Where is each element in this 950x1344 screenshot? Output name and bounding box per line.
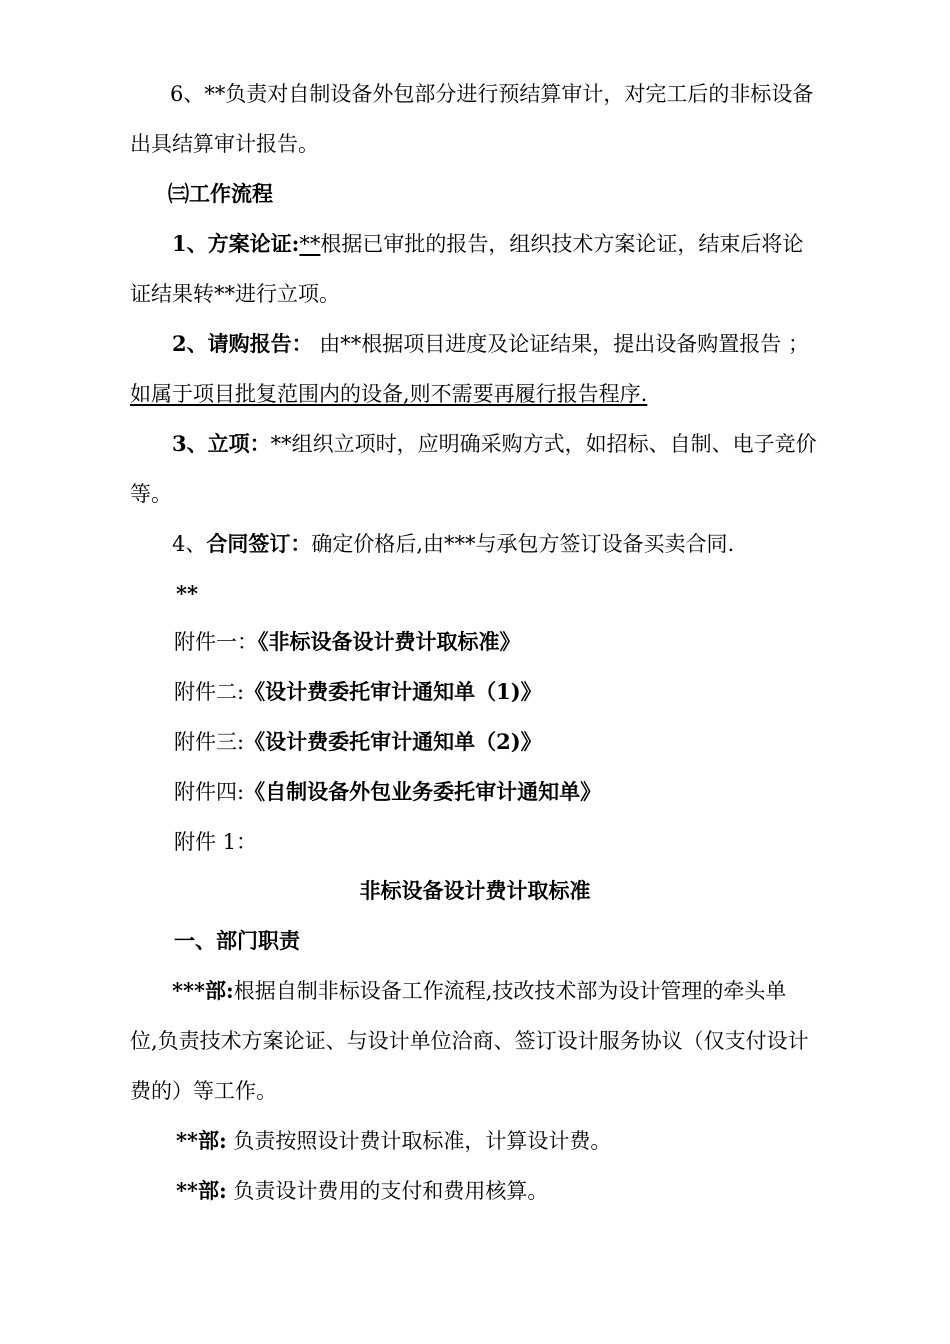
dept-3-line: [176, 1177, 548, 1205]
dept-2-label: **部:: [176, 1128, 227, 1153]
dept-1-line-2: 位,负责技术方案论证、与设计单位洽商、签订设计服务协议（仅支付设计: [130, 1029, 809, 1053]
dept-1-line-1: [172, 977, 786, 1005]
step-3-text: **组织立项时，应明确采购方式，如招标、自制、电子竞价: [270, 432, 817, 456]
signature-marker: **: [176, 581, 198, 606]
attachment-item-1: [174, 628, 521, 656]
attachment-title: 《自制设备外包业务委托审计通知单》: [244, 779, 602, 804]
dept-1-line-3: 费的）等工作。: [130, 1079, 277, 1103]
attachment-item-2: [174, 678, 542, 706]
step-1-label: 1、方案论证:: [172, 231, 300, 256]
paragraph-6-line-1: 6、**负责对自制设备外包部分进行预结算审计，对完工后的非标设备: [170, 82, 814, 106]
attachment-1-title: 非标设备设计费计取标准: [359, 878, 591, 903]
attachment-item-4: [174, 778, 601, 806]
step-2-label: 2、请购报告：: [172, 331, 313, 356]
step-3-line-1: [172, 430, 817, 458]
step-2-text: 由**根据项目进度及论证结果，提出设备购置报告 ；: [312, 332, 809, 356]
attachment-1-label: 附件 1：: [174, 830, 258, 854]
step-4-text: 确定价格后,由***与承包方签订设备买卖合同.: [311, 532, 735, 556]
step-1-line-2: 证结果转**进行立项。: [130, 282, 340, 306]
dept-1-label: ***部:: [172, 978, 234, 1003]
attachment-prefix: 附件四:: [174, 780, 245, 804]
step-1-marker: **: [299, 232, 321, 256]
step-4-prefix: 4、: [172, 532, 207, 556]
dept-3-text: 负责设计费用的支付和费用核算。: [226, 1179, 549, 1203]
step-1-text: 根据已审批的报告，组织技术方案论证，结束后将论: [320, 232, 804, 256]
step-2-line-1: [172, 330, 809, 358]
section-3-heading: ㈢工作流程: [168, 181, 273, 206]
attachment-prefix: 附件三:: [174, 730, 245, 754]
step-1-line-1: [172, 230, 803, 258]
attachment-title: 《设计费委托审计通知单（1)》: [244, 679, 542, 704]
step-4-label: 合同签订：: [206, 531, 312, 556]
attachment-prefix: 附件一：: [174, 630, 258, 654]
attachment-item-3: [174, 728, 542, 756]
step-4-line-1: [172, 530, 734, 558]
attachment-title: 《非标设备设计费计取标准》: [258, 629, 521, 654]
step-3-label: 3、立项：: [172, 431, 271, 456]
dept-2-line: [176, 1127, 611, 1155]
dept-1-text: 根据自制非标设备工作流程,技改技术部为设计管理的牵头单: [233, 979, 787, 1003]
step-3-line-2: 等。: [130, 482, 172, 506]
step-2-line-2: 如属于项目批复范围内的设备,则不需要再履行报告程序.: [130, 382, 648, 406]
attachment-prefix: 附件二:: [174, 680, 245, 704]
paragraph-6-line-2: 出具结算审计报告。: [130, 132, 319, 156]
attachment-title: 《设计费委托审计通知单（2)》: [244, 729, 542, 754]
dept-3-label: **部:: [176, 1178, 227, 1203]
section-1-heading: 一、部门职责: [174, 928, 300, 953]
dept-2-text: 负责按照设计费计取标准，计算设计费。: [226, 1129, 612, 1153]
